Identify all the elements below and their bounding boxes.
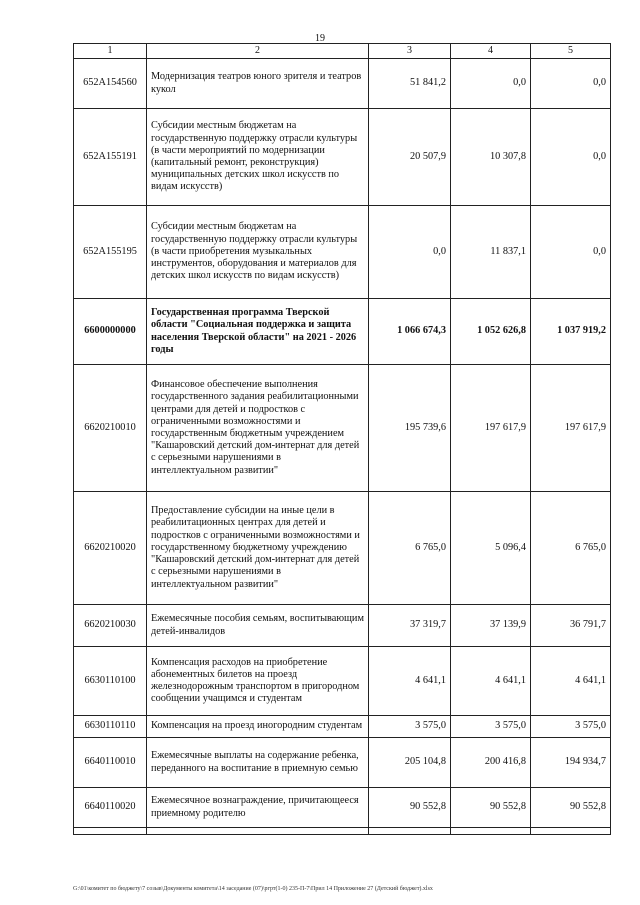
table-row: [74, 605, 611, 647]
row-code: 6620210020: [74, 492, 147, 605]
column-number-3: 3: [369, 44, 451, 59]
row-code: 6620210010: [74, 365, 147, 492]
row-code: 652A155191: [74, 109, 147, 206]
row-code: 6630110100: [74, 647, 147, 716]
budget-table: [73, 43, 611, 835]
row-value-col5: 194 934,7: [531, 738, 611, 788]
row-value-col3: 37 319,7: [369, 605, 451, 647]
column-number-1: 1: [74, 44, 147, 59]
row-name: Предоставление субсидии на иные цели в реабилитационных центрах для детей и подростков с ограниченными возможностями и государственному бюджетному учреждению "Кашаровский детский дом-интернат для детей с серьезными нарушениями в интеллектуальном развитии": [147, 492, 369, 605]
continuation-cell: [451, 828, 531, 835]
row-value-col5: 0,0: [531, 206, 611, 299]
row-name: Ежемесячные выплаты на содержание ребенка, переданного на воспитание в приемную семью: [147, 738, 369, 788]
row-value-col5: 0,0: [531, 109, 611, 206]
continuation-cell: [369, 828, 451, 835]
table-row: [74, 716, 611, 738]
row-name: Финансовое обеспечение выполнения государственного задания реабилитационными центрами для детей и подростков с ограниченными возможностями и государственным бюджетным учреждением "Кашаровский детский дом-интернат для детей с серьезными нарушениями в интеллектуальном развитии": [147, 365, 369, 492]
row-value-col3: 3 575,0: [369, 716, 451, 738]
row-value-col5: 0,0: [531, 59, 611, 109]
row-name: Субсидии местным бюджетам на государственную поддержку отрасли культуры (в части мероприятий по модернизации (капитальный ремонт, реконструкция) муниципальных детских школ искусств по видам искусств): [147, 109, 369, 206]
row-value-col4: 197 617,9: [451, 365, 531, 492]
row-name: Модернизация театров юного зрителя и театров кукол: [147, 59, 369, 109]
row-name: Компенсация расходов на приобретение абонементных билетов на проезд железнодорожным транспортом в пригородном сообщении учащимся и студентам: [147, 647, 369, 716]
table-row: [74, 299, 611, 365]
row-value-col3: 90 552,8: [369, 788, 451, 828]
row-value-col5: 90 552,8: [531, 788, 611, 828]
row-value-col3: 1 066 674,3: [369, 299, 451, 365]
row-code: 6640110020: [74, 788, 147, 828]
row-value-col4: 11 837,1: [451, 206, 531, 299]
row-value-col3: 6 765,0: [369, 492, 451, 605]
continuation-cell: [531, 828, 611, 835]
row-name: Ежемесячное вознаграждение, причитающееся приемному родителю: [147, 788, 369, 828]
row-value-col4: 4 641,1: [451, 647, 531, 716]
table-row: [74, 647, 611, 716]
row-code: 6640110010: [74, 738, 147, 788]
row-value-col5: 4 641,1: [531, 647, 611, 716]
row-code: 6600000000: [74, 299, 147, 365]
row-value-col5: 6 765,0: [531, 492, 611, 605]
table-row-continuation: [74, 828, 611, 835]
row-value-col3: 0,0: [369, 206, 451, 299]
column-number-2: 2: [147, 44, 369, 59]
continuation-cell: [147, 828, 369, 835]
row-value-col3: 205 104,8: [369, 738, 451, 788]
row-code: 652A155195: [74, 206, 147, 299]
row-name: Субсидии местным бюджетам на государственную поддержку отрасли культуры (в части приобретения музыкальных инструментов, оборудования и материалов для детских школ искусств по видам искусств): [147, 206, 369, 299]
column-number-4: 4: [451, 44, 531, 59]
row-name: Ежемесячные пособия семьям, воспитывающим детей-инвалидов: [147, 605, 369, 647]
row-code: 6630110110: [74, 716, 147, 738]
row-value-col4: 200 416,8: [451, 738, 531, 788]
table-row: [74, 492, 611, 605]
budget-table-body: [74, 44, 611, 835]
table-row: [74, 788, 611, 828]
row-value-col4: 0,0: [451, 59, 531, 109]
table-row: [74, 59, 611, 109]
row-value-col5: 197 617,9: [531, 365, 611, 492]
row-value-col4: 37 139,9: [451, 605, 531, 647]
table-row: [74, 738, 611, 788]
row-value-col5: 36 791,7: [531, 605, 611, 647]
row-value-col3: 51 841,2: [369, 59, 451, 109]
row-value-col4: 3 575,0: [451, 716, 531, 738]
row-value-col3: 20 507,9: [369, 109, 451, 206]
continuation-cell: [74, 828, 147, 835]
row-value-col5: 3 575,0: [531, 716, 611, 738]
row-value-col4: 10 307,8: [451, 109, 531, 206]
row-code: 652A154560: [74, 59, 147, 109]
table-row: [74, 109, 611, 206]
row-value-col5: 1 037 919,2: [531, 299, 611, 365]
table-row: [74, 365, 611, 492]
row-value-col4: 5 096,4: [451, 492, 531, 605]
row-value-col3: 195 739,6: [369, 365, 451, 492]
row-code: 6620210030: [74, 605, 147, 647]
column-number-5: 5: [531, 44, 611, 59]
page-number: 19: [315, 33, 325, 44]
row-name: Государственная программа Тверской области "Социальная поддержка и защита населения Тверской области" на 2021 - 2026 годы: [147, 299, 369, 365]
row-value-col3: 4 641,1: [369, 647, 451, 716]
row-value-col4: 1 052 626,8: [451, 299, 531, 365]
table-row: [74, 206, 611, 299]
row-value-col4: 90 552,8: [451, 788, 531, 828]
row-name: Компенсация на проезд иногородним студентам: [147, 716, 369, 738]
column-number-row: [74, 44, 611, 59]
file-path-footer: G:\01\комитет по бюджету\7 созыв\Документы комитета\14 заседание (07)\ргрт(1-0) 235-П-7\Прил 14 Приложение 27 (Детский бюджет).xlsx: [73, 886, 433, 892]
